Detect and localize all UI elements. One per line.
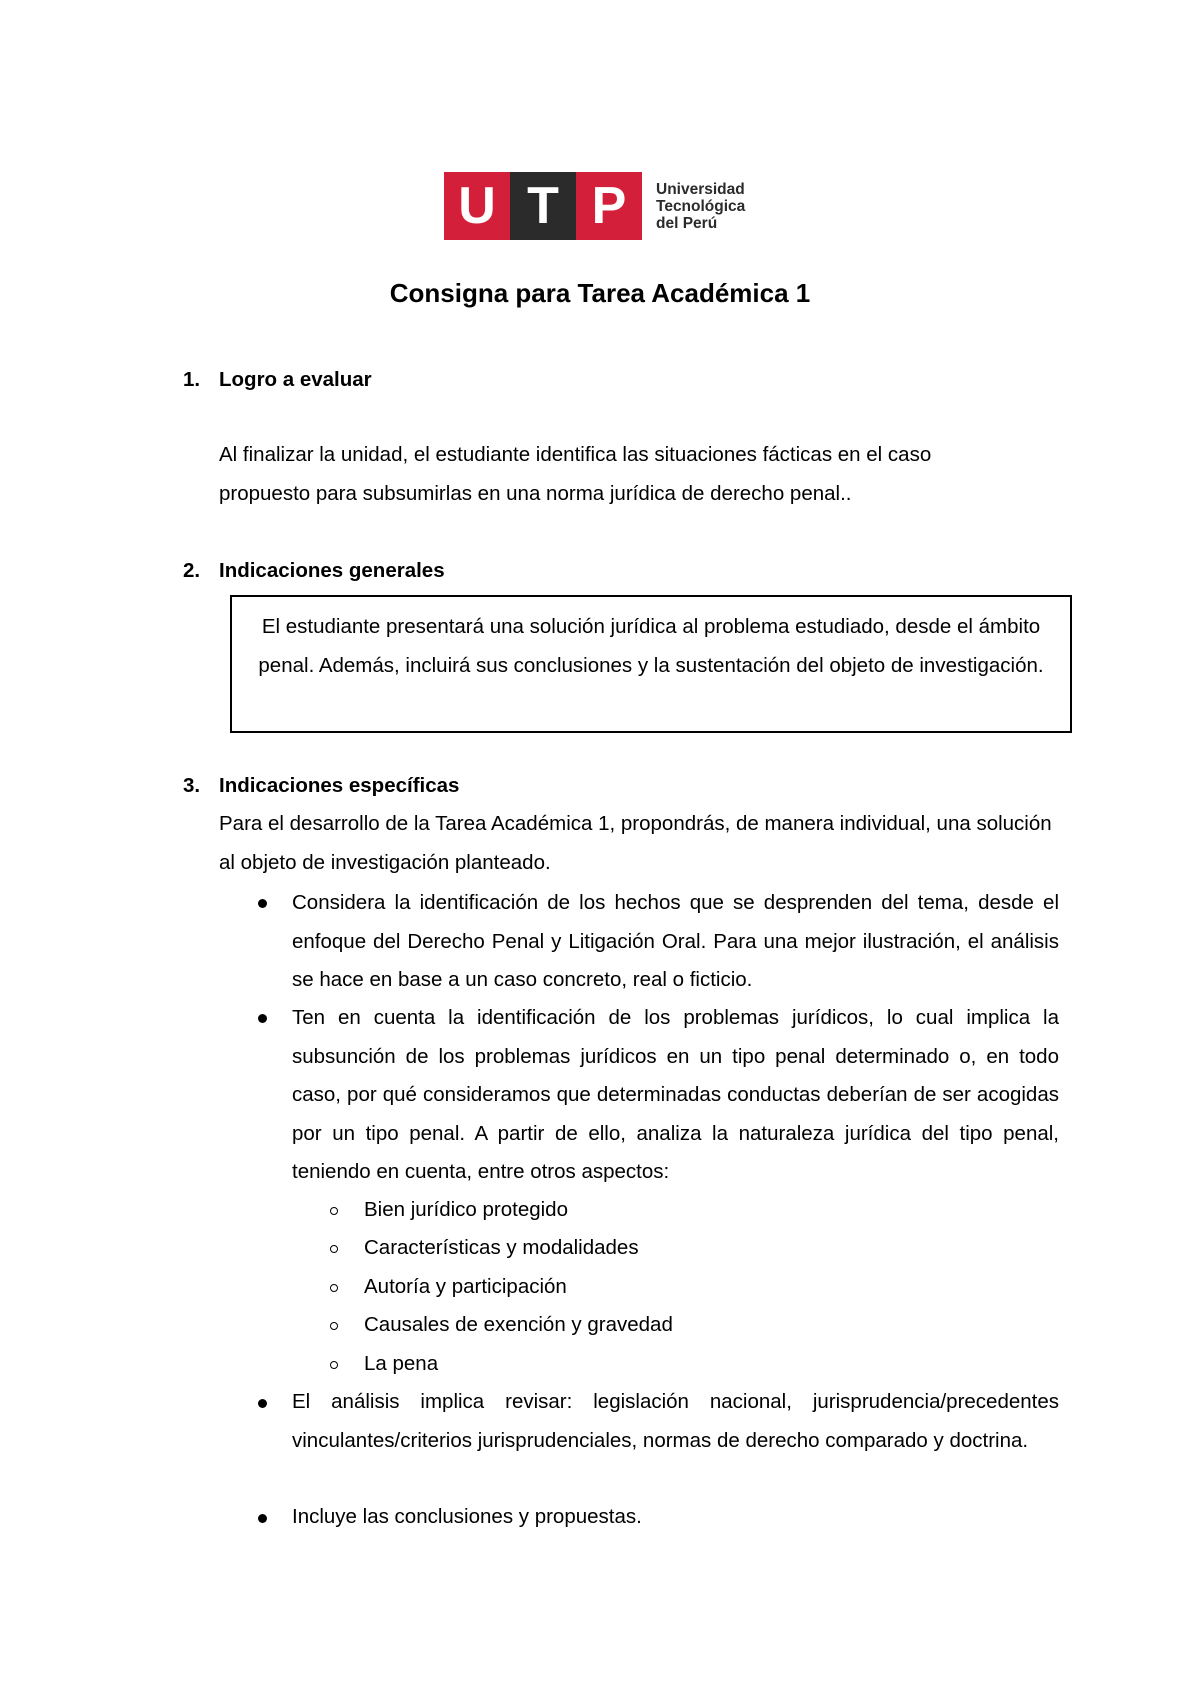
section-3-heading: Indicaciones específicas <box>219 774 460 797</box>
logo-text-line-3: del Perú <box>656 214 718 232</box>
bullet-item-1: Considera la identificación de los hechos que se desprenden del tema, desde el enfoque del Derecho Penal y Litigación Oral. Para una mejor ilustración, el análisis se hace en base a un caso concreto, real o ficticio. <box>292 891 1059 991</box>
sub-bullet-circle-icon <box>330 1207 338 1215</box>
sub-bullet-circle-icon <box>330 1245 338 1253</box>
bullet-dot-icon <box>258 1399 267 1408</box>
section-2-number: 2. <box>183 559 201 582</box>
document-title: Consigna para Tarea Académica 1 <box>389 278 811 308</box>
sub-bullet-circle-icon <box>330 1322 338 1330</box>
bullet-item-3: El análisis implica revisar: legislación nacional, jurisprudencia/precedentes vinculantes/criterios jurisprudenciales, normas de derecho comparado y doctrina. <box>292 1390 1059 1452</box>
section-1-number: 1. <box>183 368 201 391</box>
section-2-heading: Indicaciones generales <box>219 559 445 582</box>
sub-bullet-circle-icon <box>330 1284 338 1292</box>
sub-bullet-item-2: Características y modalidades <box>364 1236 639 1259</box>
utp-logo <box>444 172 745 240</box>
section-1-heading: Logro a evaluar <box>219 368 372 391</box>
bullet-dot-icon <box>258 899 267 908</box>
section-1-body: Al finalizar la unidad, el estudiante identifica las situaciones fácticas en el caso propuesto para subsumirlas en una norma jurídica de derecho penal.. <box>219 443 932 505</box>
bullet-item-2: Ten en cuenta la identificación de los problemas jurídicos, lo cual implica la subsunción de los problemas jurídicos en un tipo penal determinado o, en todo caso, por qué consideramos que determinadas conductas deberían de ser acogidas por un tipo penal. A partir de ello, analiza la naturaleza jurídica del tipo penal, teniendo en cuenta, entre otros aspectos: <box>292 1006 1059 1183</box>
bullet-item-4: Incluye las conclusiones y propuestas. <box>292 1505 642 1528</box>
logo-text <box>656 181 745 232</box>
bullet-dot-icon <box>258 1014 267 1023</box>
general-instructions-text: El estudiante presentará una solución jurídica al problema estudiado, desde el ámbito penal. Además, incluirá sus conclusiones y la sustentación del objeto de investigación. <box>258 615 1044 677</box>
logo-text-line-2: Tecnológica <box>656 197 746 215</box>
logo-letter-t: T <box>510 172 576 240</box>
sub-bullet-item-1: Bien jurídico protegido <box>364 1198 568 1221</box>
sub-bullet-item-5: La pena <box>364 1352 439 1375</box>
logo-text-line-1: Universidad <box>656 180 745 198</box>
sub-bullet-item-4: Causales de exención y gravedad <box>364 1313 673 1336</box>
bullet-dot-icon <box>258 1514 267 1523</box>
section-3-number: 3. <box>183 774 201 797</box>
logo-letter-p: P <box>576 172 642 240</box>
logo-letter-u: U <box>444 172 510 240</box>
sub-bullet-item-3: Autoría y participación <box>364 1275 567 1298</box>
section-3-intro: Para el desarrollo de la Tarea Académica 1, propondrás, de manera individual, una solución al objeto de investigación planteado. <box>219 812 1052 874</box>
sub-bullet-circle-icon <box>330 1361 338 1369</box>
general-instructions-box <box>230 595 1072 733</box>
